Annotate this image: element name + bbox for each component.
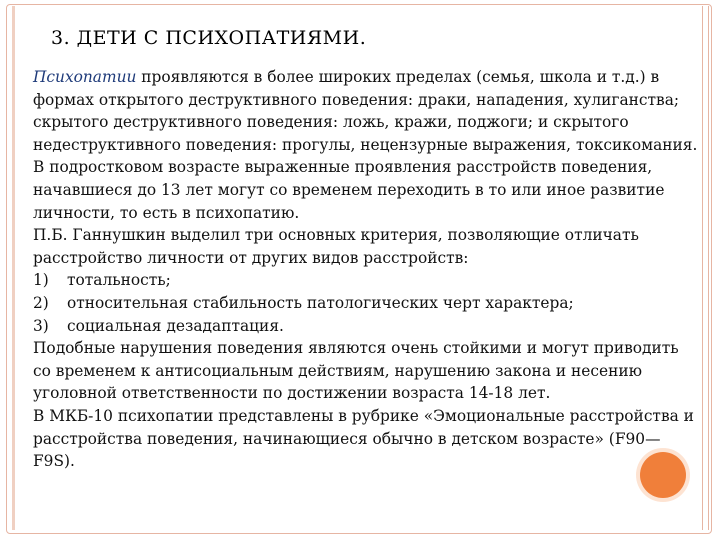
orange-circle-bullet (640, 452, 686, 498)
intro-term: Психопатии (33, 68, 137, 86)
list-item-text: относительная стабильность патологических черт характера; (67, 293, 574, 312)
intro-text: проявляются в более широких пределах (семья, школа и т.д.) в формах открытого деструктивного поведения: драки, нападения, хулиганства; скрытого деструктивного поведения: ложь, кражи, поджоги; и скрытого недеструктивного поведения: прогулы, нецензурные выражения, токсикомания. В подростковом возрасте выраженные проявления расстройств поведения, начавшиеся до 13 лет могут со временем переходить в то или иное развитие личности, то есть в психопатию. (33, 68, 698, 222)
intro-paragraph (33, 66, 701, 224)
criteria-intro: П.Б. Ганнушкин выделил три основных критерия, позволяющие отличать расстройство личности от других видов расстройств: (33, 226, 639, 267)
list-item (33, 269, 701, 292)
slide-body (33, 66, 701, 473)
list-item (33, 292, 701, 315)
list-item-number: 2) (33, 293, 49, 312)
right-decorative-rule (702, 6, 703, 530)
list-item-text: социальная дезадаптация. (67, 316, 284, 335)
left-decorative-rule (12, 6, 15, 530)
right-decorative-rule-outer (708, 6, 709, 530)
list-item-number: 3) (33, 316, 49, 335)
list-item-number: 1) (33, 271, 49, 290)
slide-title: 3. ДЕТИ С ПСИХОПАТИЯМИ. (51, 27, 367, 49)
criteria-list (33, 269, 701, 337)
icd-paragraph: В МКБ-10 психопатии представлены в рубрике «Эмоциональные расстройства и расстройства поведения, начинающиеся обычно в детском возрасте» (F90—F9S). (33, 406, 694, 471)
list-item (33, 315, 701, 338)
list-item-text: тотальность; (67, 271, 171, 290)
stability-paragraph: Подобные нарушения поведения являются очень стойкими и могут приводить со временем к антисоциальным действиям, нарушению закона и несению уголовной ответственности по достижении возраста 14-18 лет. (33, 339, 679, 403)
